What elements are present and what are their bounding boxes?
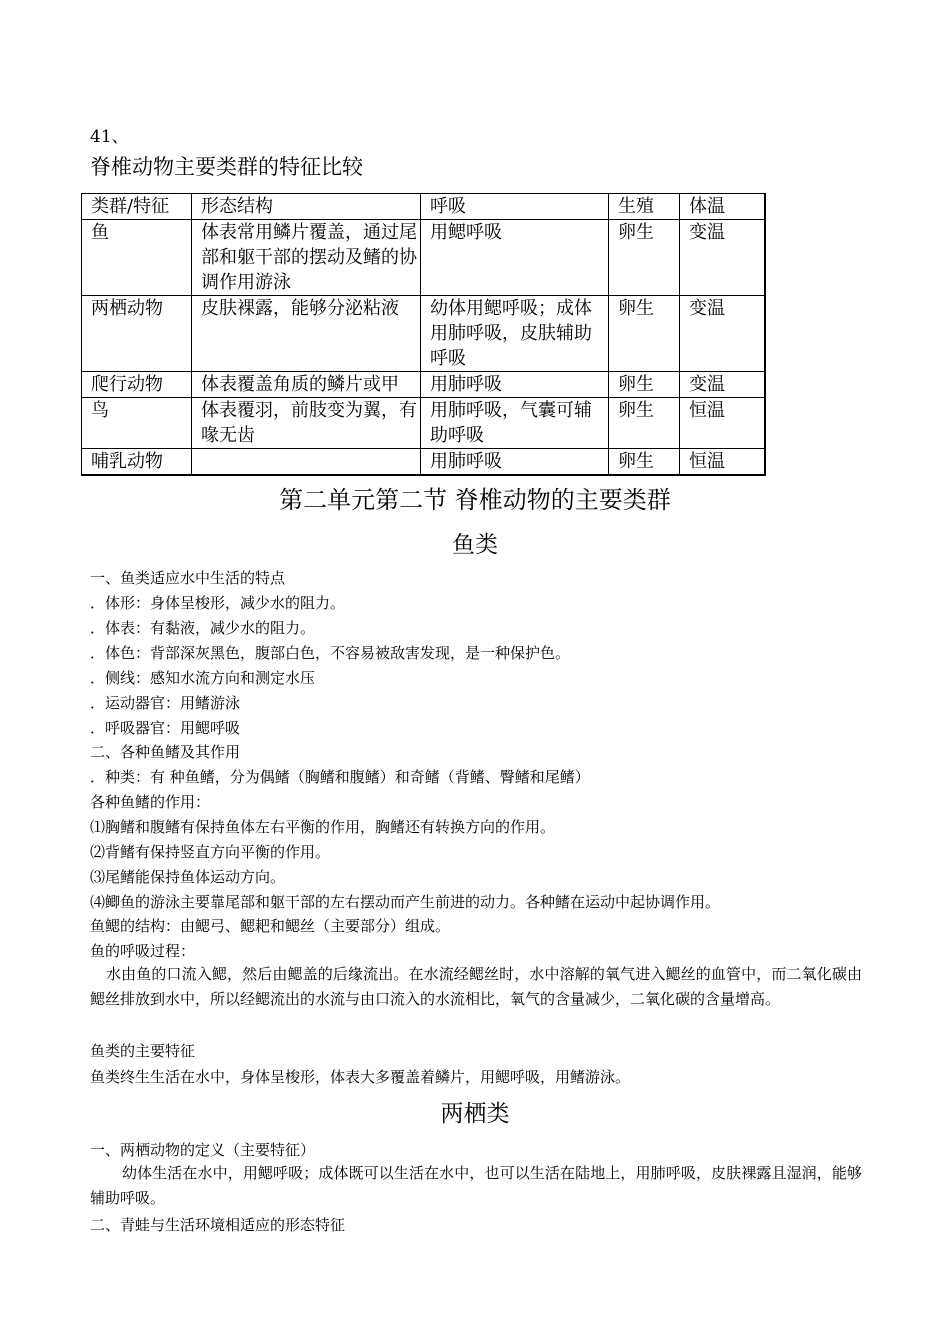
list-item: ⑴胸鳍和腹鳍有保持鱼体左右平衡的作用，胸鳍还有转换方向的作用。 bbox=[90, 818, 556, 836]
table-cell: 体表覆盖角质的鳞片或甲 bbox=[192, 372, 421, 398]
header-cell: 呼吸 bbox=[421, 194, 609, 220]
header-cell: 类群/特征 bbox=[82, 194, 192, 220]
amphibian-section-title: 两栖类 bbox=[440, 1101, 510, 1127]
table-cell: 鸟 bbox=[82, 398, 192, 449]
list-item: ⑵背鳍有保持竖直方向平衡的作用。 bbox=[90, 843, 331, 861]
table-cell: 用肺呼吸 bbox=[421, 449, 609, 476]
table-cell: 卵生 bbox=[609, 398, 680, 449]
list-item: ．运动器官：用鳍游泳 bbox=[90, 694, 241, 712]
amphibian-heading-2: 二、青蛙与生活环境相适应的形态特征 bbox=[90, 1216, 346, 1234]
header-cell: 生殖 bbox=[609, 194, 680, 220]
fish-section-title: 鱼类 bbox=[452, 532, 498, 558]
comparison-table bbox=[81, 193, 766, 476]
fish-features-heading: 鱼类的主要特征 bbox=[90, 1042, 196, 1060]
table-cell: 恒温 bbox=[680, 398, 765, 449]
table-cell: 鱼 bbox=[82, 220, 192, 296]
table-cell: 皮肤裸露，能够分泌粘液 bbox=[192, 296, 421, 372]
question-number: 41、 bbox=[90, 127, 129, 147]
table-cell bbox=[192, 449, 421, 476]
list-item: 鱼的呼吸过程： bbox=[90, 942, 196, 960]
table-row bbox=[82, 372, 765, 398]
list-item: ．体色：背部深灰黑色，腹部白色，不容易被敌害发现，是一种保护色。 bbox=[90, 644, 571, 662]
header-cell: 体温 bbox=[680, 194, 765, 220]
list-item: ．种类：有 种鱼鳍，分为偶鳍（胸鳍和腹鳍）和奇鳍（背鳍、臀鳍和尾鳍） bbox=[90, 768, 590, 786]
table-cell: 变温 bbox=[680, 220, 765, 296]
table-cell: 卵生 bbox=[609, 220, 680, 296]
table-header-row bbox=[82, 194, 765, 220]
list-item: ．呼吸器官：用鳃呼吸 bbox=[90, 719, 241, 737]
amphibian-definition: 幼体生活在水中，用鳃呼吸；成体既可以生活在水中，也可以生活在陆地上，用肺呼吸，皮肤裸露且湿润，能够辅助呼吸。 bbox=[90, 1164, 862, 1207]
list-item: 鱼鳃的结构：由鳃弓、鳃耙和鳃丝（主要部分）组成。 bbox=[90, 917, 451, 935]
table-cell: 幼体用鳃呼吸；成体用肺呼吸，皮肤辅助呼吸 bbox=[421, 296, 609, 372]
table-cell: 哺乳动物 bbox=[82, 449, 192, 476]
table-cell: 爬行动物 bbox=[82, 372, 192, 398]
table-cell: 用鳃呼吸 bbox=[421, 220, 609, 296]
fish-heading: 一、鱼类适应水中生活的特点 bbox=[90, 569, 286, 587]
list-item: ⑷鲫鱼的游泳主要靠尾部和躯干部的左右摆动而产生前进的动力。各种鳍在运动中起协调作用。 bbox=[90, 893, 721, 911]
table-cell: 用肺呼吸，气囊可辅助呼吸 bbox=[421, 398, 609, 449]
amphibian-heading-1: 一、两栖动物的定义（主要特征） bbox=[90, 1141, 316, 1159]
fish-features-text: 鱼类终生生活在水中，身体呈梭形，体表大多覆盖着鳞片，用鳃呼吸，用鳍游泳。 bbox=[90, 1068, 631, 1086]
table-cell: 恒温 bbox=[680, 449, 765, 476]
table-cell: 卵生 bbox=[609, 296, 680, 372]
table-row bbox=[82, 296, 765, 372]
unit-title: 第二单元第二节 脊椎动物的主要类群 bbox=[279, 486, 671, 514]
table-row bbox=[82, 398, 765, 449]
table-cell: 用肺呼吸 bbox=[421, 372, 609, 398]
table-cell: 变温 bbox=[680, 372, 765, 398]
fins-heading: 二、各种鱼鳍及其作用 bbox=[90, 743, 241, 761]
breathing-paragraph: 水由鱼的口流入鳃，然后由鳃盖的后缘流出。在水流经鳃丝时，水中溶解的氧气进入鳃丝的血管中，而二氧化碳由鳃丝排放到水中，所以经鳃流出的水流与由口流入的水流相比，氧气的含量减少，二氧化碳的含量增高。 bbox=[90, 965, 862, 1008]
table-cell: 两栖动物 bbox=[82, 296, 192, 372]
table-title: 脊椎动物主要类群的特征比较 bbox=[90, 155, 363, 179]
list-item: ⑶尾鳍能保持鱼体运动方向。 bbox=[90, 868, 286, 886]
list-item: 各种鱼鳍的作用： bbox=[90, 793, 211, 811]
table-cell: 变温 bbox=[680, 296, 765, 372]
table-cell: 卵生 bbox=[609, 372, 680, 398]
table-cell: 体表常用鳞片覆盖，通过尾部和躯干部的摆动及鳍的协调作用游泳 bbox=[192, 220, 421, 296]
header-cell: 形态结构 bbox=[192, 194, 421, 220]
table-row bbox=[82, 449, 765, 476]
list-item: ．体表：有黏液，减少水的阻力。 bbox=[90, 619, 316, 637]
list-item: ．体形：身体呈梭形，减少水的阻力。 bbox=[90, 594, 346, 612]
list-item: ．侧线：感知水流方向和测定水压 bbox=[90, 669, 316, 687]
table-row bbox=[82, 220, 765, 296]
table-cell: 体表覆羽，前肢变为翼，有喙无齿 bbox=[192, 398, 421, 449]
table-cell: 卵生 bbox=[609, 449, 680, 476]
